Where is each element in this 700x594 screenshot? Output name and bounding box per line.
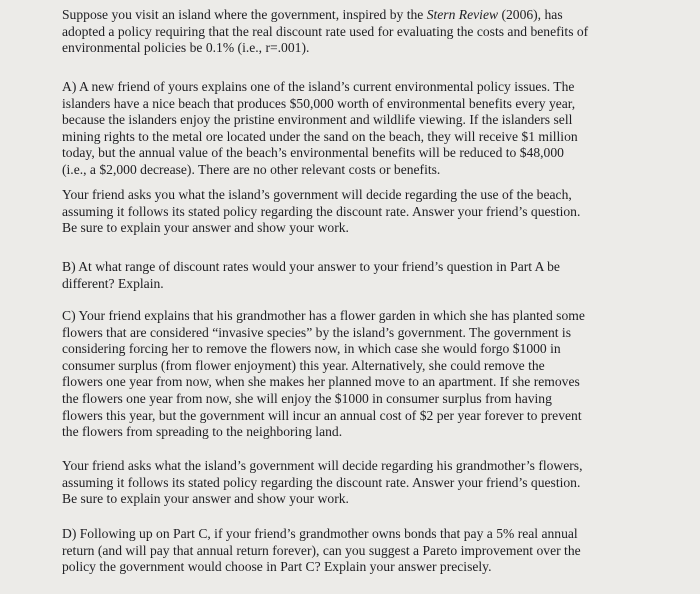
- text-line: C) Your friend explains that his grandmother has a flower garden in which she has planted some: [62, 308, 585, 323]
- text-line: A) A new friend of yours explains one of the island’s current environmental policy issues. The: [62, 79, 575, 94]
- text-line: Be sure to explain your answer and show your work.: [62, 220, 349, 236]
- text-line: adopted a policy requiring that the real discount rate used for evaluating the costs and benefits of: [62, 23, 589, 39]
- part-c-question-paragraph: [62, 458, 582, 508]
- text-line: Your friend asks you what the island’s government will decide regarding the use of the beach,: [62, 187, 572, 202]
- part-a-question-paragraph: [62, 187, 580, 237]
- text-line: B) At what range of discount rates would your answer to your friend’s question in Part A be: [62, 259, 560, 274]
- text-line: islanders have a nice beach that produces $50,000 worth of environmental benefits every year,: [62, 95, 576, 111]
- text-line: [62, 7, 588, 24]
- text-line: (i.e., a $2,000 decrease). There are no other relevant costs or benefits.: [62, 161, 441, 177]
- text-line: Your friend asks what the island’s government will decide regarding his grandmother’s flowers,: [62, 458, 583, 473]
- text-line: assuming it follows its stated policy regarding the discount rate. Answer your friend’s question.: [62, 474, 581, 490]
- text-line: Be sure to explain your answer and show your work.: [62, 491, 349, 507]
- line-group: [62, 308, 585, 441]
- line-group: [62, 187, 580, 237]
- text-line: considering forcing her to remove the flowers now, in which case she would forgo $1000 in: [62, 341, 561, 357]
- text-line: mining rights to the metal ore located under the sand on the beach, they will receive $1 million: [62, 128, 578, 144]
- text-line: consumer surplus (from flower enjoyment) this year. Alternatively, she could remove the: [62, 357, 545, 373]
- part-c-paragraph: [62, 308, 585, 441]
- text-line: flowers this year, but the government will incur an annual cost of $2 per year forever to prevent: [62, 407, 582, 423]
- text-span: Suppose you visit an island where the government, inspired by the: [62, 7, 427, 22]
- text-line: flowers that are considered “invasive species” by the island’s government. The government is: [62, 324, 571, 340]
- part-b-paragraph: [62, 259, 560, 292]
- line-group: [62, 526, 581, 576]
- text-line: D) Following up on Part C, if your friend’s grandmother owns bonds that pay a 5% real annual: [62, 526, 578, 541]
- text-line: today, but the annual value of the beach’s environmental benefits will be reduced to $48,000: [62, 145, 564, 161]
- text-line: because the islanders enjoy the pristine environment and wildlife viewing. If the islanders sell: [62, 112, 573, 128]
- part-a-paragraph: [62, 79, 578, 179]
- text-span: (2006), has: [498, 7, 563, 22]
- stern-review-title: Stern Review: [426, 7, 499, 22]
- text-line: the flowers one year from now, she will enjoy the $1000 in consumer surplus from having: [62, 390, 552, 406]
- line-group: [62, 24, 588, 57]
- text-line: return (and will pay that annual return forever), can you suggest a Pareto improvement over the: [62, 542, 581, 558]
- text-line: environmental policies be 0.1% (i.e., r=.001).: [62, 40, 310, 56]
- line-group: [62, 458, 582, 508]
- line-group: [62, 259, 560, 292]
- text-line: different? Explain.: [62, 275, 164, 291]
- line-group: [62, 79, 578, 179]
- intro-paragraph: [62, 7, 588, 57]
- text-line: the flowers from spreading to the neighboring land.: [62, 424, 343, 440]
- part-d-paragraph: [62, 526, 581, 576]
- text-line: policy the government would choose in Part C? Explain your answer precisely.: [62, 559, 492, 575]
- text-line: assuming it follows its stated policy regarding the discount rate. Answer your friend’s question.: [62, 203, 581, 219]
- text-line: flowers one year from now, when she makes her planned move to an apartment. If she removes: [62, 374, 580, 390]
